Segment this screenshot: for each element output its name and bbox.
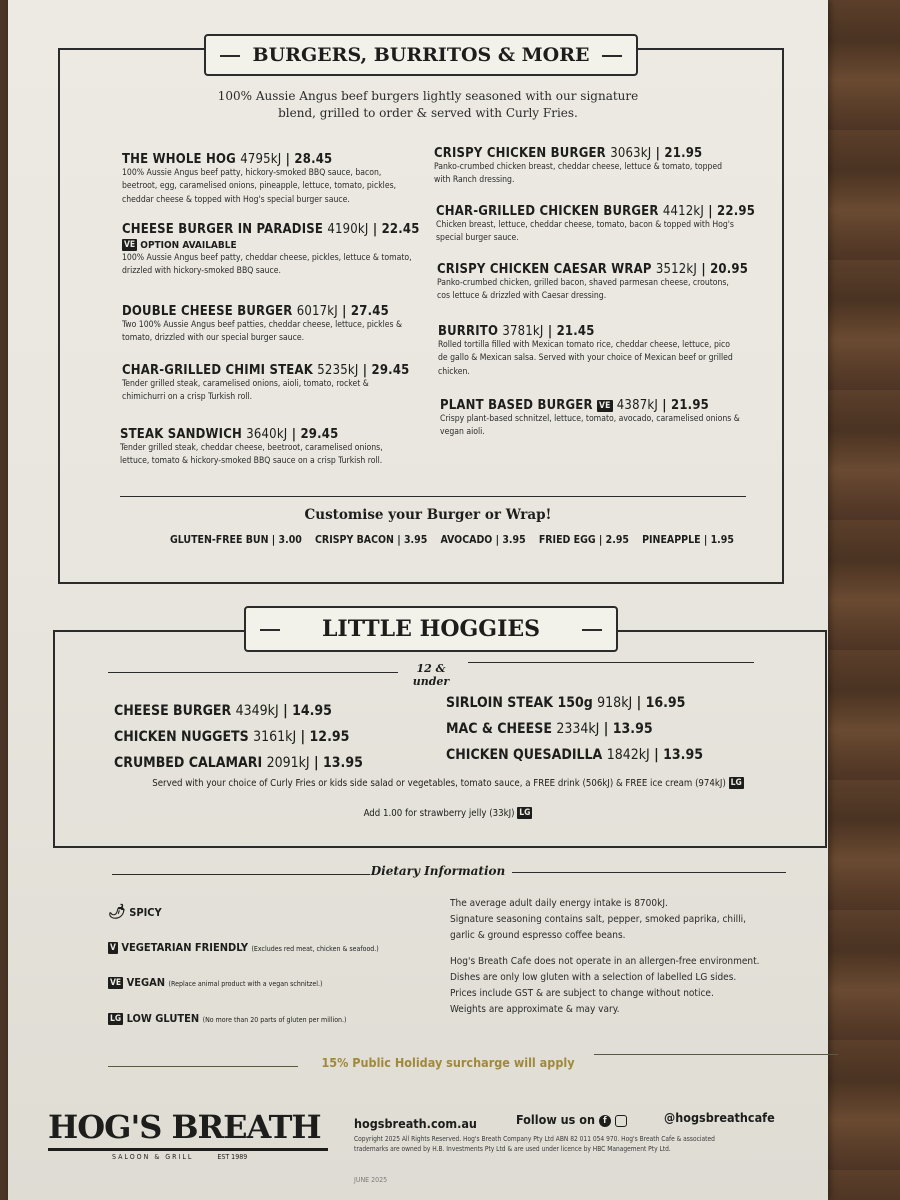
extra-item: GLUTEN-FREE BUN | 3.00 [170, 534, 302, 546]
burgers-title: BURGERS, BURRITOS & MORE [252, 44, 590, 66]
item-title: CRISPY CHICKEN BURGER 3063kJ | 21.95 [434, 146, 703, 161]
item-title: CHAR-GRILLED CHIMI STEAK 5235kJ | 29.45 [122, 363, 410, 378]
dietary-info-bottom: Hog's Breath Cafe does not operate in an allergen-free environment. Dishes are only low gluten with a selection of labelled LG sides. Prices include GST & are subject to change without notice. Weights are approximate & may vary. [450, 956, 760, 1015]
kids-item: CHICKEN QUESADILLA 1842kJ | 13.95 [446, 747, 703, 763]
item-title: CRISPY CHICKEN CAESAR WRAP 3512kJ | 20.95 [437, 262, 749, 277]
kids-item: SIRLOIN STEAK 150g 918kJ | 16.95 [446, 695, 686, 711]
spicy-legend: 🌶︎ SPICY [108, 904, 162, 920]
item-title: PLANT BASED BURGER VE 4387kJ | 21.95 [440, 398, 709, 413]
kids-item: CHEESE BURGER 4349kJ | 14.95 [114, 703, 332, 719]
divider [594, 1054, 838, 1055]
item-title: THE WHOLE HOG 4795kJ | 28.45 [122, 152, 333, 167]
low-gluten-legend: LG LOW GLUTEN (No more than 20 parts of gluten per million.) [110, 1012, 347, 1025]
item-title: CHAR-GRILLED CHICKEN BURGER 4412kJ | 22.95 [436, 204, 756, 219]
divider [468, 662, 754, 663]
extras-row [170, 534, 734, 546]
burger-item [434, 146, 734, 188]
kids-right-list [446, 690, 766, 768]
divider [108, 672, 398, 673]
burger-item [122, 152, 412, 207]
item-title: CHEESE BURGER IN PARADISE 4190kJ | 22.45 [122, 222, 420, 237]
kids-title: LITTLE HOGGIES [321, 616, 541, 642]
low-gluten-badge: LG [519, 808, 531, 818]
item-description: 100% Aussie Angus beef patty, hickory-smoked BBQ sauce, bacon, beetroot, egg, caramelised onions, pineapple, lettuce, tomato, pickles, cheddar cheese & topped with Hog's special burger sauce. [122, 168, 397, 205]
item-title: BURRITO 3781kJ | 21.45 [438, 324, 595, 339]
dietary-info-top: The average adult daily energy intake is 8700kJ. Signature seasoning contains salt, pepper, smoked paprika, chilli, garlic & ground espresso coffee beans. [450, 898, 746, 941]
divider [120, 496, 746, 497]
item-description: Tender grilled steak, caramelised onions, aioli, tomato, rocket & chimichurri on a crisp Turkish roll. [122, 379, 369, 403]
print-date: JUNE 2025 [354, 1176, 388, 1184]
item-description: Crispy plant-based schnitzel, lettuce, tomato, avocado, caramelised onions & vegan aioli. [440, 414, 740, 438]
logo-wordmark: HOG'S BREATH [48, 1108, 321, 1146]
extra-item: CRISPY BACON | 3.95 [315, 534, 428, 546]
burger-item [440, 398, 740, 440]
menu-page [8, 0, 828, 1200]
item-description: Two 100% Aussie Angus beef patties, cheddar cheese, lettuce, pickles & tomato, drizzled with our special burger sauce. [122, 320, 403, 344]
facebook-icon[interactable]: f [599, 1115, 611, 1127]
burger-item [438, 324, 738, 379]
item-description: Chicken breast, lettuce, cheddar cheese, tomato, bacon & topped with Hog's special burger sauce. [436, 220, 734, 244]
surcharge-notice: 15% Public Holiday surcharge will apply [321, 1055, 575, 1070]
item-description: 100% Aussie Angus beef patty, cheddar cheese, pickles, lettuce & tomato, drizzled with hickory-smoked BBQ sauce. [122, 253, 412, 277]
burgers-banner [204, 34, 638, 76]
extra-item: AVOCADO | 3.95 [440, 534, 526, 546]
low-gluten-badge: LG [110, 1014, 122, 1024]
extra-item: PINEAPPLE | 1.95 [642, 534, 734, 546]
item-description: Panko-crumbed chicken, grilled bacon, shaved parmesan cheese, croutons, cos lettuce & drizzled with Caesar dressing. [437, 278, 729, 302]
burger-item [122, 363, 412, 405]
logo-est: EST 1989 [217, 1153, 248, 1161]
burger-item [120, 427, 410, 469]
divider [112, 874, 370, 875]
burger-item [437, 262, 749, 304]
item-title: STEAK SANDWICH 3640kJ | 29.45 [120, 427, 339, 442]
dietary-title: Dietary Information [370, 864, 506, 878]
vegan-badge: VE [598, 400, 611, 411]
vegan-badge: VE [110, 978, 122, 988]
kids-age: 12 & under [412, 662, 450, 688]
instagram-icon[interactable] [615, 1115, 627, 1127]
chilli-icon: 🌶︎ [108, 904, 126, 920]
website-link[interactable]: hogsbreath.com.au [354, 1116, 477, 1131]
vegetarian-badge: V [110, 943, 116, 953]
item-description: Rolled tortilla filled with Mexican tomato rice, cheddar cheese, lettuce, pico de gallo & Mexican salsa. Served with your choice of Mexican beef or grilled chicken. [438, 340, 733, 377]
burger-item [122, 222, 420, 279]
extra-item: FRIED EGG | 2.95 [538, 534, 629, 546]
brand-logo [48, 1108, 328, 1161]
burgers-intro: 100% Aussie Angus beef burgers lightly seasoned with our signature blend, grilled to order & served with Curly Fries. [217, 89, 639, 121]
social-follow: Follow us on f [516, 1112, 627, 1127]
vegan-option-line: VE OPTION AVAILABLE [124, 240, 237, 251]
divider [512, 872, 786, 873]
vegan-legend: VE VEGAN (Replace animal product with a vegan schnitzel.) [110, 976, 323, 989]
item-title: DOUBLE CHEESE BURGER 6017kJ | 27.45 [122, 304, 389, 319]
customise-title: Customise your Burger or Wrap! [304, 507, 552, 523]
burger-item [122, 304, 412, 346]
kids-left-list [114, 698, 434, 776]
kids-item: MAC & CHEESE 2334kJ | 13.95 [446, 721, 653, 737]
divider [108, 1066, 298, 1067]
vegan-badge: VE [124, 240, 136, 250]
low-gluten-badge: LG [730, 778, 742, 788]
kids-item: CHICKEN NUGGETS 3161kJ | 12.95 [114, 729, 350, 745]
kids-note-1: Served with your choice of Curly Fries or kids side salad or vegetables, tomato sauce, a FREE drink (506kJ) & FREE ice cream (974kJ) LG [152, 778, 742, 789]
kids-banner [244, 606, 618, 652]
kids-note-2: Add 1.00 for strawberry jelly (33kJ) LG [363, 808, 531, 819]
item-description: Tender grilled steak, cheddar cheese, beetroot, caramelised onions, lettuce, tomato & hickory-smoked BBQ sauce on a crisp Turkish roll. [120, 443, 383, 467]
kids-item: CRUMBED CALAMARI 2091kJ | 13.95 [114, 755, 363, 771]
vegetarian-legend: V VEGETARIAN FRIENDLY (Excludes red meat, chicken & seafood.) [110, 941, 379, 954]
item-description: Panko-crumbed chicken breast, cheddar cheese, lettuce & tomato, topped with Ranch dressing. [434, 162, 723, 186]
social-handle[interactable]: @hogsbreathcafe [664, 1110, 775, 1125]
burger-item [436, 204, 756, 246]
copyright-text: Copyright 2025 All Rights Reserved. Hog's Breath Company Pty Ltd ABN 82 011 054 970. Hog's Breath Cafe & associated trademarks are owned by H.B. Investments Pty Ltd & are used under licence by HBC Management Pty Ltd. [354, 1135, 715, 1154]
logo-subtitle: SALOON & GRILL [112, 1153, 194, 1161]
